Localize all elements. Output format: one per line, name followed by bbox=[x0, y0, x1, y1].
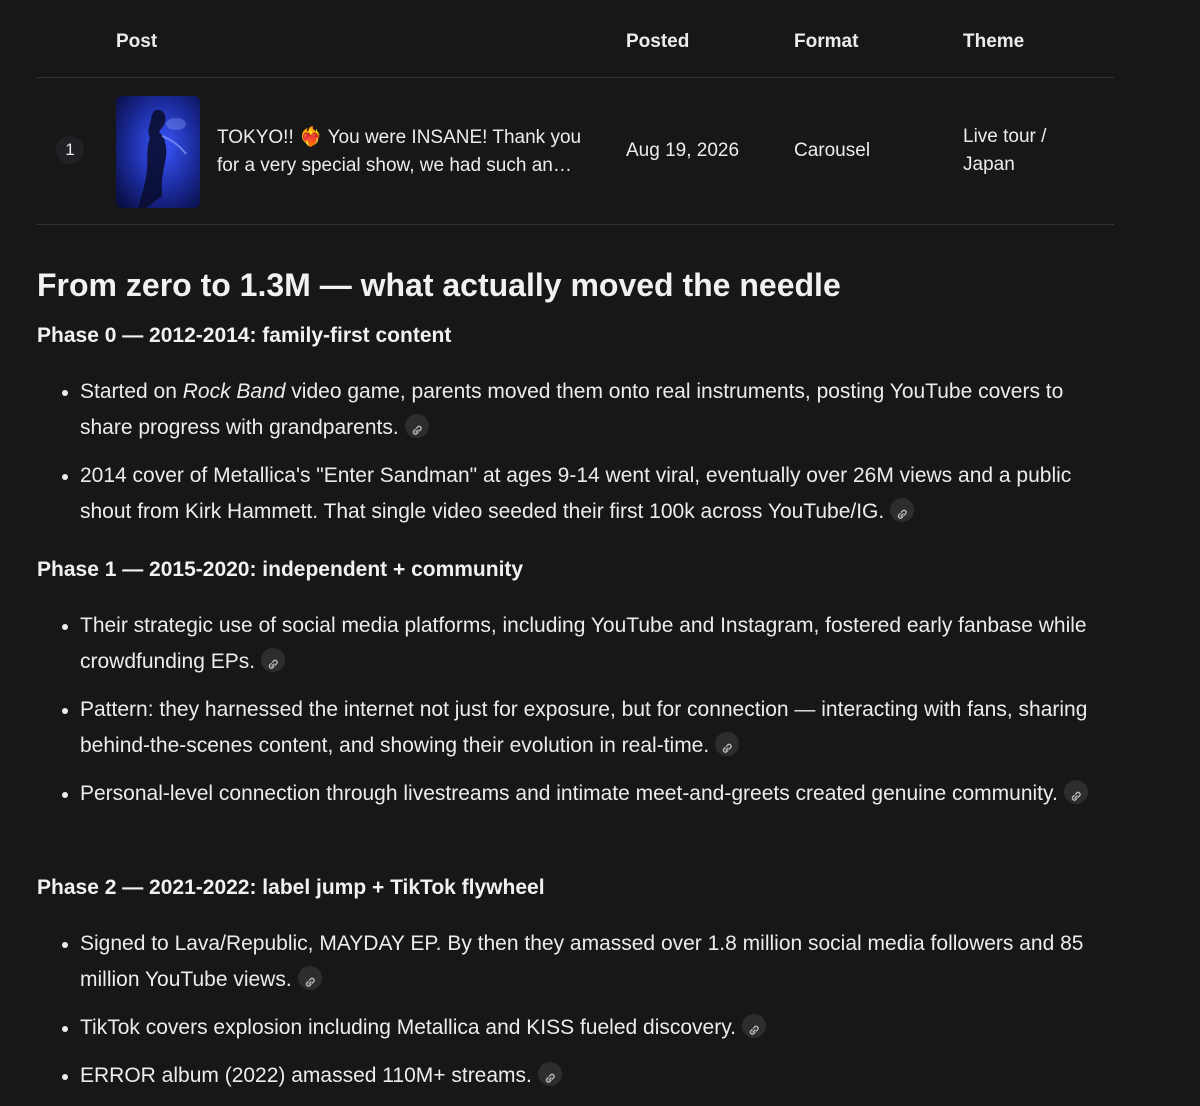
post-thumbnail[interactable] bbox=[116, 96, 200, 208]
list-item: Pattern: they harnessed the internet not just for exposure, but for connection — interacting with fans, sharing behind-the-scenes content, and showing their evolution in real-time. bbox=[37, 692, 1114, 764]
content-root bbox=[37, 0, 1114, 1087]
phase-0-list bbox=[37, 374, 1114, 542]
list-item: ERROR album (2022) amassed 110M+ streams. bbox=[37, 1058, 1114, 1094]
heart-on-fire-emoji: ❤️‍🔥 bbox=[299, 127, 323, 148]
source-link-icon[interactable] bbox=[890, 498, 914, 522]
phase-0-heading: Phase 0 — 2012-2014: family-first content bbox=[37, 324, 452, 347]
phase-2-heading: Phase 2 — 2021-2022: label jump + TikTok flywheel bbox=[37, 876, 545, 899]
list-item: Started on Rock Band video game, parents moved them onto real instruments, posting YouTube covers to share progress with grandparents. bbox=[37, 374, 1114, 446]
header-post[interactable]: Post bbox=[116, 31, 158, 52]
post-theme: Live tour / Japan bbox=[963, 126, 1047, 175]
source-link-icon[interactable] bbox=[298, 966, 322, 990]
list-item: Personal-level connection through livestreams and intimate meet-and-greets created genuine community. bbox=[37, 776, 1114, 812]
header-posted[interactable]: Posted bbox=[626, 31, 690, 52]
list-item: Their strategic use of social media platforms, including YouTube and Instagram, fostered early fanbase while crowdfunding EPs. bbox=[37, 608, 1114, 680]
source-link-icon[interactable] bbox=[1064, 780, 1088, 804]
header-theme[interactable]: Theme bbox=[963, 31, 1025, 52]
header-format[interactable]: Format bbox=[794, 31, 859, 52]
list-item: TikTok covers explosion including Metallica and KISS fueled discovery. bbox=[37, 1010, 1114, 1046]
list-item: 2014 cover of Metallica's "Enter Sandman" at ages 9-14 went viral, eventually over 26M views and a public shout from Kirk Hammett. That single video seeded their first 100k across YouTube/IG. bbox=[37, 458, 1114, 530]
source-link-icon[interactable] bbox=[405, 414, 429, 438]
phase-1-heading: Phase 1 — 2015-2020: independent + community bbox=[37, 558, 524, 581]
list-item: Signed to Lava/Republic, MAYDAY EP. By then they amassed over 1.8 million social media followers and 85 million YouTube views. bbox=[37, 926, 1114, 998]
rank-badge: 1 bbox=[56, 136, 84, 164]
source-link-icon[interactable] bbox=[742, 1014, 766, 1038]
section-heading: From zero to 1.3M — what actually moved the needle bbox=[37, 267, 841, 303]
source-link-icon[interactable] bbox=[261, 648, 285, 672]
posts-table bbox=[37, 0, 1114, 225]
source-link-icon[interactable] bbox=[715, 732, 739, 756]
phase-2-list bbox=[37, 926, 1114, 1106]
post-caption[interactable]: TOKYO!! ❤️‍🔥 You were INSANE! Thank you for a very special show, we had such an… bbox=[217, 127, 582, 176]
phase-1-list bbox=[37, 608, 1114, 824]
source-link-icon[interactable] bbox=[538, 1062, 562, 1086]
table-header bbox=[37, 0, 1114, 78]
posted-date: Aug 19, 2026 bbox=[626, 140, 740, 161]
table-row[interactable] bbox=[37, 78, 1114, 225]
post-format: Carousel bbox=[794, 140, 871, 161]
